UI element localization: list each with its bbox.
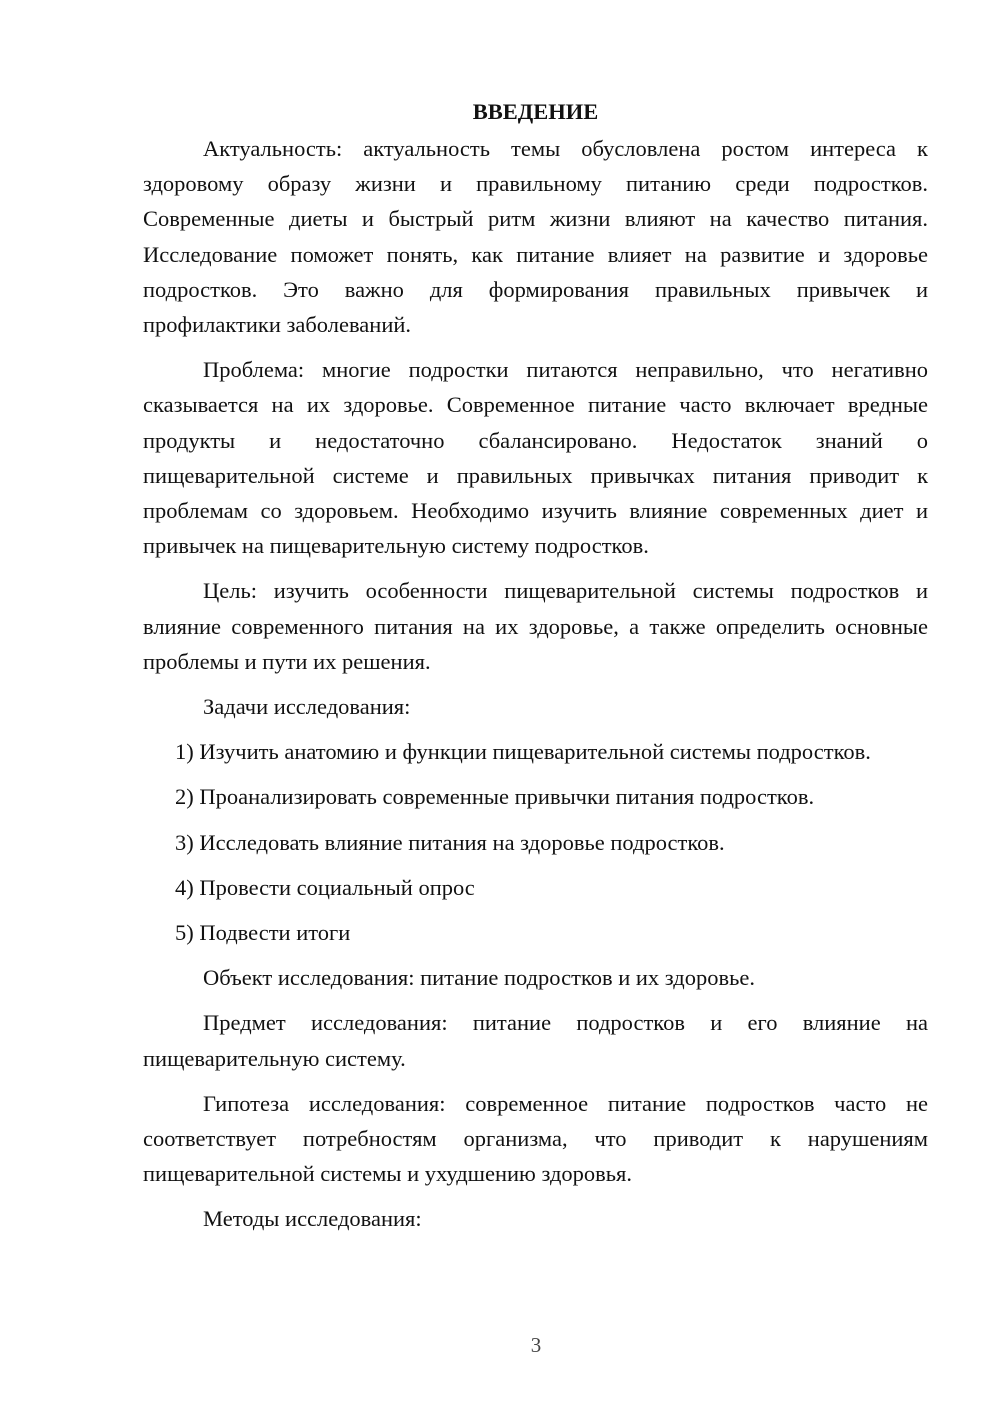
document-page: [143, 94, 928, 1247]
paragraph-methods: Методы исследования:: [203, 1206, 422, 1232]
paragraph-relevance: Актуальность: актуальность темы обусловлена ростом интереса к здоровому образу жизни и правильному питанию среди подростков. Современные диеты и быстрый ритм жизни влияют на качество питания. Исследование поможет понять, как питание влияет на развитие и здоровье подростков. Это важно для формирования правильных привычек и профилактики заболеваний.: [143, 136, 928, 338]
paragraph-goal: Цель: изучить особенности пищеварительной системы подростков и влияние современного питания на их здоровье, а также определить основные проблемы и пути их решения.: [143, 578, 928, 674]
task-item: 2) Проанализировать современные привычки питания подростков.: [175, 784, 815, 810]
task-item: 3) Исследовать влияние питания на здоровье подростков.: [175, 829, 725, 855]
paragraph-subject: Предмет исследования: питание подростков и его влияние на пищеварительную систему.: [143, 1010, 928, 1071]
task-item: 1) Изучить анатомию и функции пищеварительной системы подростков.: [175, 739, 871, 765]
paragraph-tasks-heading: Задачи исследования:: [203, 694, 411, 720]
page-number: 3: [530, 1333, 542, 1357]
section-title: ВВЕДЕНИЕ: [472, 99, 599, 124]
task-item: 5) Подвести итоги: [175, 920, 351, 946]
paragraph-hypothesis: Гипотеза исследования: современное питание подростков часто не соответствует потребностям организма, что приводит к нарушениям пищеварительной системы и ухудшению здоровья.: [143, 1090, 928, 1187]
paragraph-object: Объект исследования: питание подростков и их здоровье.: [203, 965, 755, 991]
paragraph-problem: Проблема: многие подростки питаются неправильно, что негативно сказывается на их здоровье. Современное питание часто включает вредные продукты и недостаточно сбалансировано. Недостаток знаний о пищеварительной системе и правильных привычках питания приводит к проблемам со здоровьем. Необходимо изучить влияние современных диет и привычек на пищеварительную систему подростков.: [143, 357, 928, 559]
task-item: 4) Провести социальный опрос: [175, 874, 475, 900]
